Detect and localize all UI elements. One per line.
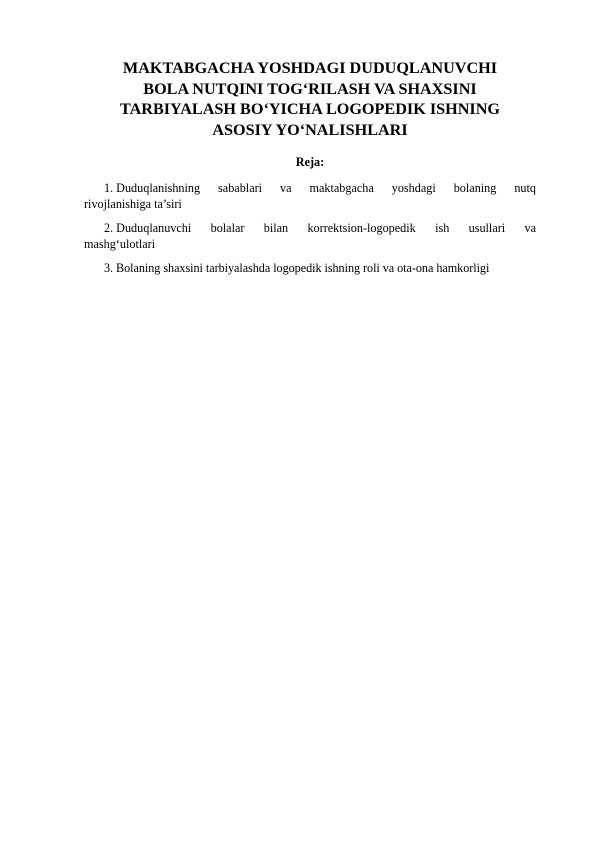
title-line-1: MAKTABGACHA YOSHDAGI DUDUQLANUVCHI <box>122 59 498 77</box>
plan-heading: Reja: <box>295 155 325 169</box>
plan-item-2 <box>84 220 536 252</box>
plan-item-number: 1. <box>104 181 114 195</box>
plan-item-1-line-1 <box>84 180 536 196</box>
plan-item-text: Bolaning shaxsini tarbiyalashda logopedik ishning roli va ota-ona hamkorligi <box>116 261 490 275</box>
plan-item-3 <box>84 260 536 276</box>
plan-item-text: Duduqlanishning sabablari va maktabgacha yoshdagi bolaning nutq <box>116 181 536 195</box>
plan-item-2-line-1 <box>84 220 536 236</box>
plan-item-1 <box>84 180 536 212</box>
plan-item-number: 3. <box>104 261 114 275</box>
title-line-3: TARBIYALASH BO‘YICHA LOGOPEDIK ISHNING <box>119 100 501 118</box>
plan-item-2-line-2: mashg‘ulotlari <box>84 237 156 251</box>
plan-item-1-line-2: rivojlanishiga ta’siri <box>84 197 182 211</box>
plan-item-3-line-1 <box>84 260 536 276</box>
document-title <box>92 58 528 140</box>
plan-list <box>84 180 536 284</box>
title-line-4: ASOSIY YO‘NALISHLARI <box>212 120 408 139</box>
plan-item-number: 2. <box>104 221 114 235</box>
plan-item-text: Duduqlanuvchi bolalar bilan korrektsion-logopedik ish usullari va <box>116 221 536 235</box>
title-line-2: BOLA NUTQINI TOG‘RILASH VA SHAXSINI <box>143 79 477 98</box>
